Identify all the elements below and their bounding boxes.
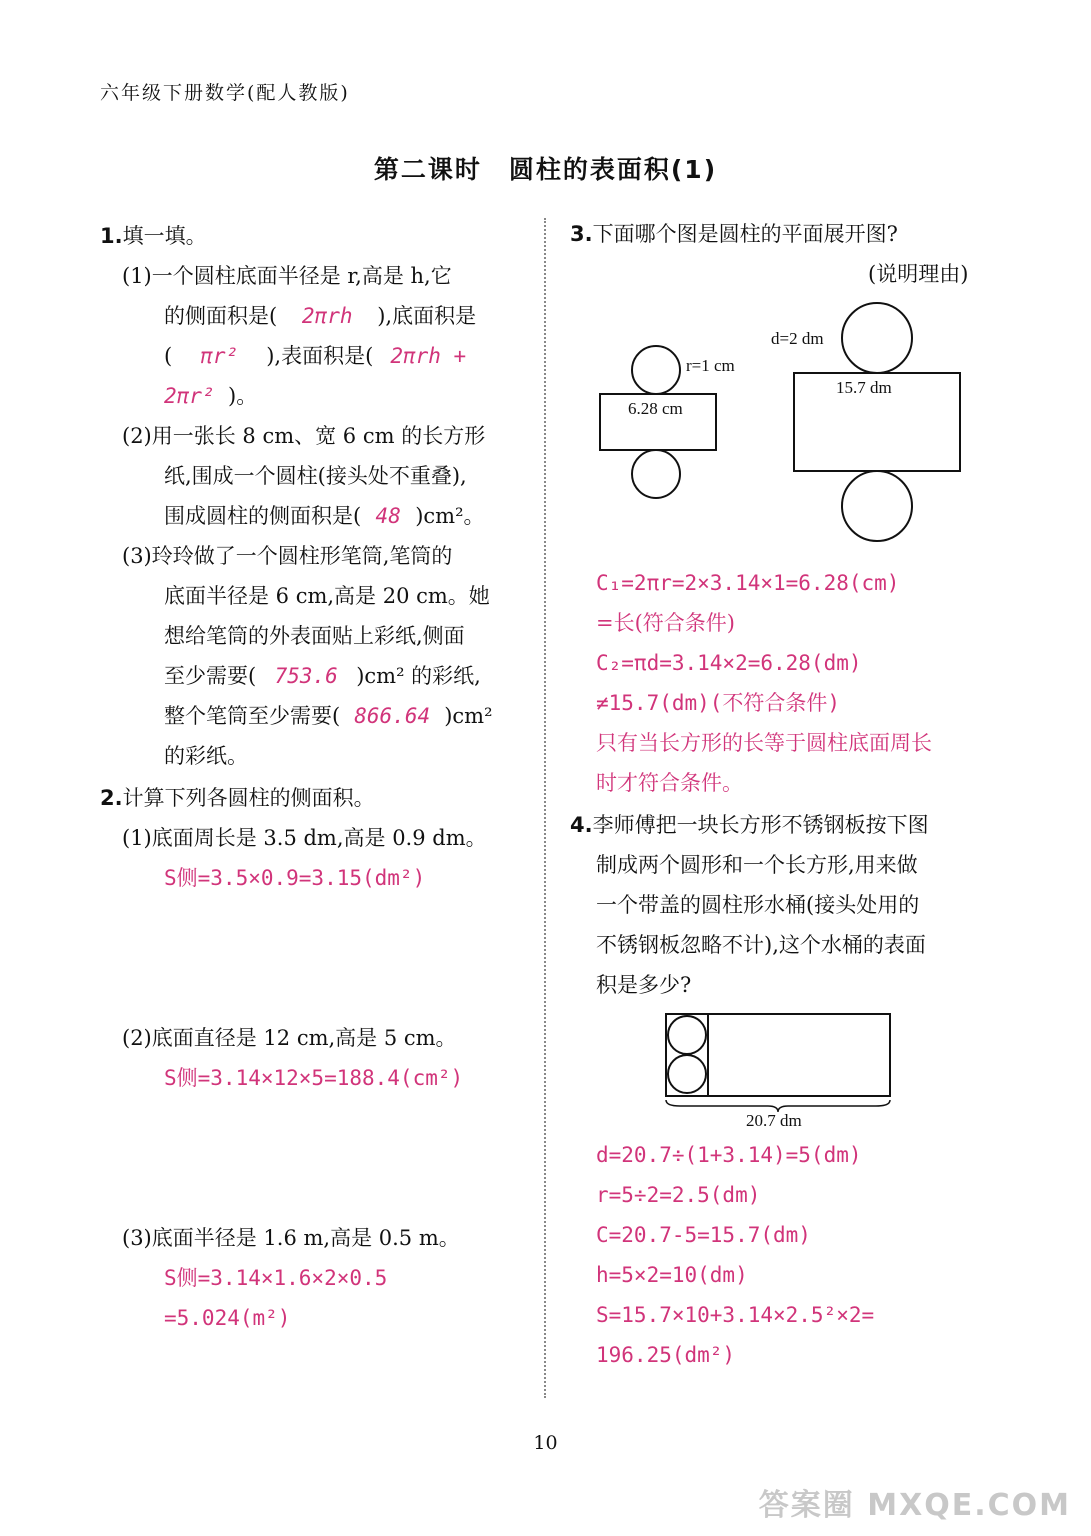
fig1-radius-label: r=1 cm [686, 356, 735, 375]
question-title: 计算下列各圆柱的侧面积。 [122, 786, 375, 810]
answer-text: S侧=3.5×0.9=3.15(dm²) [164, 866, 426, 890]
question-text: 李师傅把一块长方形不锈钢板按下图 [592, 813, 929, 837]
answer-text: S侧=3.14×1.6×2×0.5 [164, 1266, 388, 1290]
steel-sheet [666, 1014, 890, 1096]
question-text: 一个带盖的圆柱形水桶(接头处用的 [596, 893, 920, 917]
answer-text: 时才符合条件。 [596, 771, 743, 795]
answer-text: C=20.7-5=15.7(dm) [596, 1223, 811, 1247]
question-2 [100, 778, 375, 818]
q1-part3-line1: (3)玲玲做了一个圆柱形笔筒,笔筒的 [122, 544, 453, 568]
text: ( [164, 344, 173, 368]
text: ),底面积是 [377, 304, 477, 328]
answer-text: S侧=3.14×12×5=188.4(cm²) [164, 1066, 464, 1090]
text: )cm² 的彩纸, [356, 664, 481, 688]
question-text: (1)底面周长是 3.5 dm,高是 0.9 dm。 [122, 826, 487, 850]
q1-part3-line3: 想给笔筒的外表面贴上彩纸,侧面 [164, 624, 465, 648]
sheet-length-label: 20.7 dm [746, 1111, 802, 1130]
book-header: 六年级下册数学(配人教版) [100, 82, 350, 104]
answer-blank: 866.64 [354, 704, 431, 728]
question-4 [570, 805, 929, 1005]
text: ),表面积是( [266, 344, 374, 368]
question-number: 2. [100, 786, 123, 810]
fig2-bottom-circle [842, 471, 912, 541]
answer-text: d=20.7÷(1+3.14)=5(dm) [596, 1143, 862, 1167]
question-text: (3)底面半径是 1.6 m,高是 0.5 m。 [122, 1226, 460, 1250]
answer-blank: 2πrh [301, 304, 353, 328]
question-text: 积是多少? [596, 973, 692, 997]
base-circle [668, 1055, 706, 1093]
text: 的侧面积是( [164, 304, 278, 328]
text: )cm²。 [415, 504, 485, 528]
text: 至少需要( [164, 664, 257, 688]
page-number: 10 [533, 1432, 558, 1454]
fig2-diameter-label: d=2 dm [771, 329, 824, 348]
watermark-logo: 答案圈 MXQE.COM [758, 1488, 1071, 1523]
q2-part2 [122, 1018, 463, 1098]
column-divider [544, 218, 546, 1398]
answer-text: 只有当长方形的长等于圆柱底面周长 [596, 731, 932, 755]
question-3 [570, 214, 898, 254]
answer-text: h=5×2=10(dm) [596, 1263, 748, 1287]
question-text: 不锈钢板忽略不计),这个水桶的表面 [596, 933, 926, 957]
answer-blank: 48 [375, 504, 401, 528]
answer-blank: 753.6 [274, 664, 338, 688]
question-title: 下面哪个图是圆柱的平面展开图? [592, 222, 898, 246]
question-number: 4. [570, 813, 593, 837]
text: 整个笔筒至少需要( [164, 704, 341, 728]
answer-text: S=15.7×10+3.14×2.5²×2= [596, 1303, 875, 1327]
text: )cm² [444, 704, 493, 728]
answer-text: C₁=2πr=2×3.14×1=6.28(cm) [596, 571, 900, 595]
answer-text: r=5÷2=2.5(dm) [596, 1183, 761, 1207]
answer-text: =长(符合条件) [596, 611, 735, 635]
q1-part2-line2: 纸,围成一个圆柱(接头处不重叠), [164, 464, 467, 488]
lid-circle [668, 1016, 706, 1054]
q3-answers [596, 563, 932, 803]
question-text: 制成两个圆形和一个长方形,用来做 [596, 853, 918, 877]
question-1 [100, 216, 530, 776]
answer-blank: πr² [200, 344, 239, 368]
answer-blank: 2πrh + [390, 344, 467, 368]
q2-part3 [122, 1218, 460, 1338]
question-number: 3. [570, 222, 593, 246]
fig1-bottom-circle [632, 450, 680, 498]
question-number: 1. [100, 224, 123, 248]
fig2-length-label: 15.7 dm [836, 378, 892, 397]
q1-part1-line1: (1)一个圆柱底面半径是 r,高是 h,它 [122, 264, 452, 288]
answer-text: C₂=πd=3.14×2=6.28(dm) [596, 651, 862, 675]
q3-note: (说明理由) [868, 262, 969, 286]
question-title: 填一填。 [122, 224, 207, 248]
fig2-top-circle [842, 303, 912, 373]
q1-part2-line1: (2)用一张长 8 cm、宽 6 cm 的长方形 [122, 424, 486, 448]
q4-figure [660, 1010, 896, 1114]
answer-text: 196.25(dm²) [596, 1343, 736, 1367]
q1-part3-line2: 底面半径是 6 cm,高是 20 cm。她 [164, 584, 490, 608]
fig1-length-label: 6.28 cm [628, 399, 683, 418]
text: )。 [228, 384, 258, 408]
q2-part1 [122, 818, 487, 898]
q4-answers [596, 1135, 874, 1375]
answer-blank: 2πr² [164, 384, 215, 408]
lesson-title: 第二课时 圆柱的表面积(1) [373, 155, 718, 184]
answer-text: ≠15.7(dm)(不符合条件) [596, 691, 841, 715]
q1-part3-line6: 的彩纸。 [164, 744, 248, 768]
question-text: (2)底面直径是 12 cm,高是 5 cm。 [122, 1026, 457, 1050]
fig1-top-circle [632, 346, 680, 394]
text: 围成圆柱的侧面积是( [164, 504, 362, 528]
answer-text: =5.024(m²) [164, 1306, 291, 1330]
